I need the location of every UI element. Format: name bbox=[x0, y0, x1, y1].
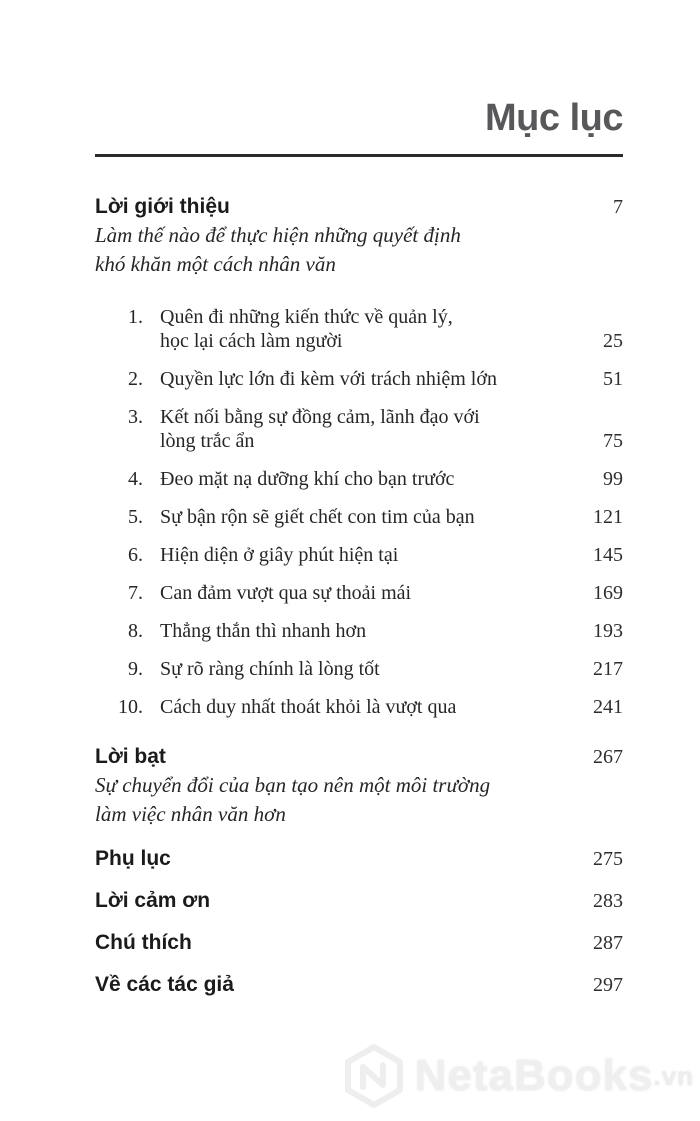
outro-subtitle-line1: Sự chuyển đổi của bạn tạo nên một môi trường bbox=[95, 773, 491, 797]
chapter-number: 3. bbox=[128, 406, 143, 428]
chapter-title bbox=[160, 467, 579, 491]
intro-page-number: 7 bbox=[613, 196, 623, 218]
outro-page-number: 267 bbox=[593, 746, 623, 768]
chapter-title bbox=[160, 305, 579, 353]
chapter-title-line: học lại cách làm người bbox=[160, 330, 343, 352]
chapter-title-line: Sự rõ ràng chính là lòng tốt bbox=[160, 658, 380, 680]
page-title: Mục lục bbox=[485, 97, 623, 139]
outro-label: Lời bạt bbox=[95, 745, 166, 768]
chapter-page-number: 193 bbox=[593, 620, 623, 642]
chapter-page-number: 169 bbox=[593, 582, 623, 604]
chapter-page-number: 99 bbox=[603, 468, 623, 490]
chapter-row bbox=[95, 405, 623, 453]
back-matter-label: Lời cảm ơn bbox=[95, 889, 211, 912]
chapter-row bbox=[95, 305, 623, 353]
chapter-title-line: Quyền lực lớn đi kèm với trách nhiệm lớn bbox=[160, 368, 497, 390]
toc-page bbox=[95, 0, 623, 1121]
chapter-title bbox=[160, 405, 579, 453]
chapter-number: 5. bbox=[128, 506, 143, 528]
chapter-title bbox=[160, 695, 579, 719]
chapter-title bbox=[160, 619, 579, 643]
chapter-row bbox=[95, 695, 623, 719]
chapter-title-line: Can đảm vượt qua sự thoải mái bbox=[160, 582, 412, 604]
chapter-number: 2. bbox=[128, 368, 143, 390]
netabooks-watermark bbox=[343, 1043, 694, 1109]
title-divider bbox=[95, 154, 623, 157]
chapter-number: 10. bbox=[118, 696, 143, 718]
netabooks-tld-text: .vn bbox=[653, 1060, 694, 1091]
intro-label: Lời giới thiệu bbox=[95, 195, 230, 218]
chapter-list bbox=[95, 305, 623, 719]
back-matter-row bbox=[95, 971, 623, 999]
chapter-title-line: Sự bận rộn sẽ giết chết con tim của bạn bbox=[160, 506, 475, 528]
back-matter-page-number: 283 bbox=[593, 890, 623, 912]
back-matter-label: Về các tác giả bbox=[95, 973, 234, 996]
chapter-row bbox=[95, 467, 623, 491]
back-matter-label: Phụ lục bbox=[95, 847, 171, 870]
back-matter-label: Chú thích bbox=[95, 931, 192, 954]
chapter-page-number: 25 bbox=[603, 330, 623, 352]
netabooks-hexagon-logo-icon bbox=[343, 1043, 405, 1109]
chapter-number: 8. bbox=[128, 620, 143, 642]
toc-entry-intro bbox=[95, 193, 623, 279]
chapter-title-line: Thẳng thắn thì nhanh hơn bbox=[160, 620, 367, 642]
back-matter-row bbox=[95, 845, 623, 873]
chapter-row bbox=[95, 505, 623, 529]
chapter-title bbox=[160, 367, 579, 391]
netabooks-brand-text: NetaBooks bbox=[414, 1051, 654, 1100]
chapter-row bbox=[95, 657, 623, 681]
chapter-page-number: 241 bbox=[593, 696, 623, 718]
chapter-page-number: 75 bbox=[603, 430, 623, 452]
chapter-title bbox=[160, 657, 579, 681]
chapter-row bbox=[95, 619, 623, 643]
back-matter-row bbox=[95, 887, 623, 915]
chapter-number: 1. bbox=[128, 306, 143, 328]
chapter-page-number: 217 bbox=[593, 658, 623, 680]
intro-heading-row bbox=[95, 193, 623, 221]
chapter-number: 7. bbox=[128, 582, 143, 604]
chapter-number: 6. bbox=[128, 544, 143, 566]
chapter-number: 4. bbox=[128, 468, 143, 490]
toc-entry-outro bbox=[95, 743, 623, 829]
chapter-row bbox=[95, 581, 623, 605]
back-matter-page-number: 275 bbox=[593, 848, 623, 870]
chapter-title-line: Quên đi những kiến thức về quản lý, bbox=[160, 306, 453, 328]
back-matter-row bbox=[95, 929, 623, 957]
chapter-title-line: Kết nối bằng sự đồng cảm, lãnh đạo với bbox=[160, 406, 480, 428]
chapter-number: 9. bbox=[128, 658, 143, 680]
chapter-row bbox=[95, 367, 623, 391]
chapter-page-number: 51 bbox=[603, 368, 623, 390]
chapter-title-line: Hiện diện ở giây phút hiện tại bbox=[160, 544, 399, 566]
outro-heading-row bbox=[95, 743, 623, 771]
back-matter-page-number: 297 bbox=[593, 974, 623, 996]
chapter-title-line: lòng trắc ẩn bbox=[160, 430, 255, 452]
chapter-title-line: Đeo mặt nạ dưỡng khí cho bạn trước bbox=[160, 468, 455, 490]
chapter-title-line: Cách duy nhất thoát khỏi là vượt qua bbox=[160, 696, 457, 718]
chapter-title bbox=[160, 581, 579, 605]
back-matter-page-number: 287 bbox=[593, 932, 623, 954]
intro-subtitle-line2: khó khăn một cách nhân văn bbox=[95, 252, 336, 276]
back-matter-list bbox=[95, 845, 623, 999]
chapter-title bbox=[160, 543, 579, 567]
chapter-row bbox=[95, 543, 623, 567]
chapter-title bbox=[160, 505, 579, 529]
chapter-page-number: 121 bbox=[593, 506, 623, 528]
chapter-page-number: 145 bbox=[593, 544, 623, 566]
outro-subtitle-line2: làm việc nhân văn hơn bbox=[95, 802, 286, 826]
intro-subtitle-line1: Làm thế nào để thực hiện những quyết định bbox=[95, 223, 461, 247]
